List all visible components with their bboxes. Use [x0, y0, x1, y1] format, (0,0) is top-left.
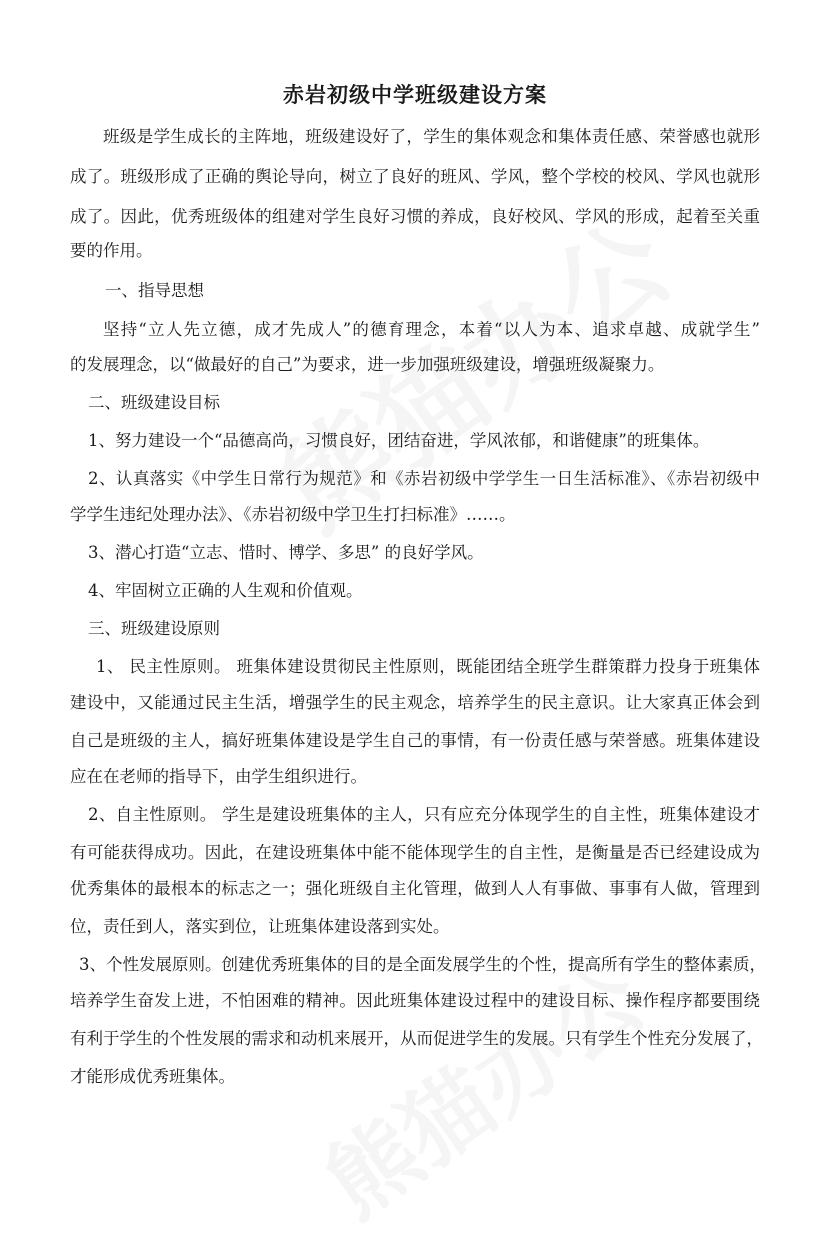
- list-item: 3、潜心打造“立志、惜时、博学、多思” 的良好学风。: [88, 543, 484, 562]
- paragraph-line: 3、个性发展原则。创建优秀班集体的目的是全面发展学生的个性，提高所有学生的整体素质，: [79, 955, 766, 974]
- paragraph-line: 班级是学生成长的主阵地，班级建设好了，学生的集体观念和集体责任感、荣誉感也就形: [103, 127, 760, 146]
- list-item: 2、认真落实《中学生日常行为规范》和《赤岩初级中学学生一日生活标准》、《赤岩初级中: [88, 469, 760, 488]
- watermark: [295, 929, 664, 1242]
- paragraph-line: 培养学生奋发上进，不怕困难的精神。因此班集体建设过程中的建设目标、操作程序都要围绕: [70, 991, 760, 1010]
- section-heading: 二、班级建设目标: [88, 393, 220, 412]
- document-title: 赤岩初级中学班级建设方案: [283, 82, 547, 107]
- paragraph-line: 成了。班级形成了正确的舆论导向，树立了良好的班风、学风，整个学校的校风、学风也就形: [70, 167, 760, 186]
- paragraph-line: 应在在老师的指导下，由学生组织进行。: [70, 767, 367, 786]
- paragraph-line: 自己是班级的主人，搞好班集体建设是学生自己的事情，有一份责任感与荣誉感。班集体建设: [70, 731, 760, 750]
- paragraph-line: 坚持“立人先立德，成才先成人”的德育理念，本着“以人为本、追求卓越、成就学生”: [103, 320, 760, 339]
- paragraph-line: 成了。因此，优秀班级体的组建对学生良好习惯的养成，良好校风、学风的形成，起着至关重: [70, 207, 760, 226]
- paragraph-line: 的发展理念，以“做最好的自己”为要求，进一步加强班级建设，增强班级凝聚力。: [70, 355, 665, 374]
- section-heading: 三、班级建设原则: [88, 619, 220, 638]
- paragraph-line: 位，责任到人，落实到位，让班集体建设落到实处。: [70, 917, 450, 936]
- paragraph-line: 1、 民主性原则。 班集体建设贯彻民主性原则，既能团结全班学生群策群力投身于班集体: [96, 657, 760, 676]
- list-item: 4、牢固树立正确的人生观和价值观。: [88, 581, 363, 600]
- paragraph-line: 优秀集体的最根本的标志之一；强化班级自主化管理，做到人人有事做、事事有人做，管理到: [70, 879, 760, 898]
- list-item: 1、努力建设一个“品德高尚，习惯良好，团结奋进，学风浓郁，和谐健康”的班集体。: [88, 431, 710, 450]
- section-heading: 一、指导思想: [105, 281, 204, 300]
- paragraph-line: 建设中，又能通过民主生活，增强学生的民主观念，培养学生的民主意识。让大家真正体会到: [70, 693, 760, 712]
- list-item-continuation: 学学生违纪处理办法》、《赤岩初级中学卫生打扫标准》……。: [70, 505, 516, 524]
- paragraph-line: 有利于学生的个性发展的需求和动机来展开，从而促进学生的发展。只有学生个性充分发展了，: [70, 1029, 763, 1048]
- paragraph-line: 2、自主性原则。 学生是建设班集体的主人，只有应充分体现学生的自主性，班集体建设才: [88, 805, 760, 824]
- paragraph-line: 有可能获得成功。因此，在建设班集体中能不能体现学生的自主性，是衡量是否已经建设成为: [70, 843, 760, 862]
- paragraph-line: 要的作用。: [70, 241, 153, 260]
- paragraph-line: 才能形成优秀班集体。: [70, 1067, 235, 1086]
